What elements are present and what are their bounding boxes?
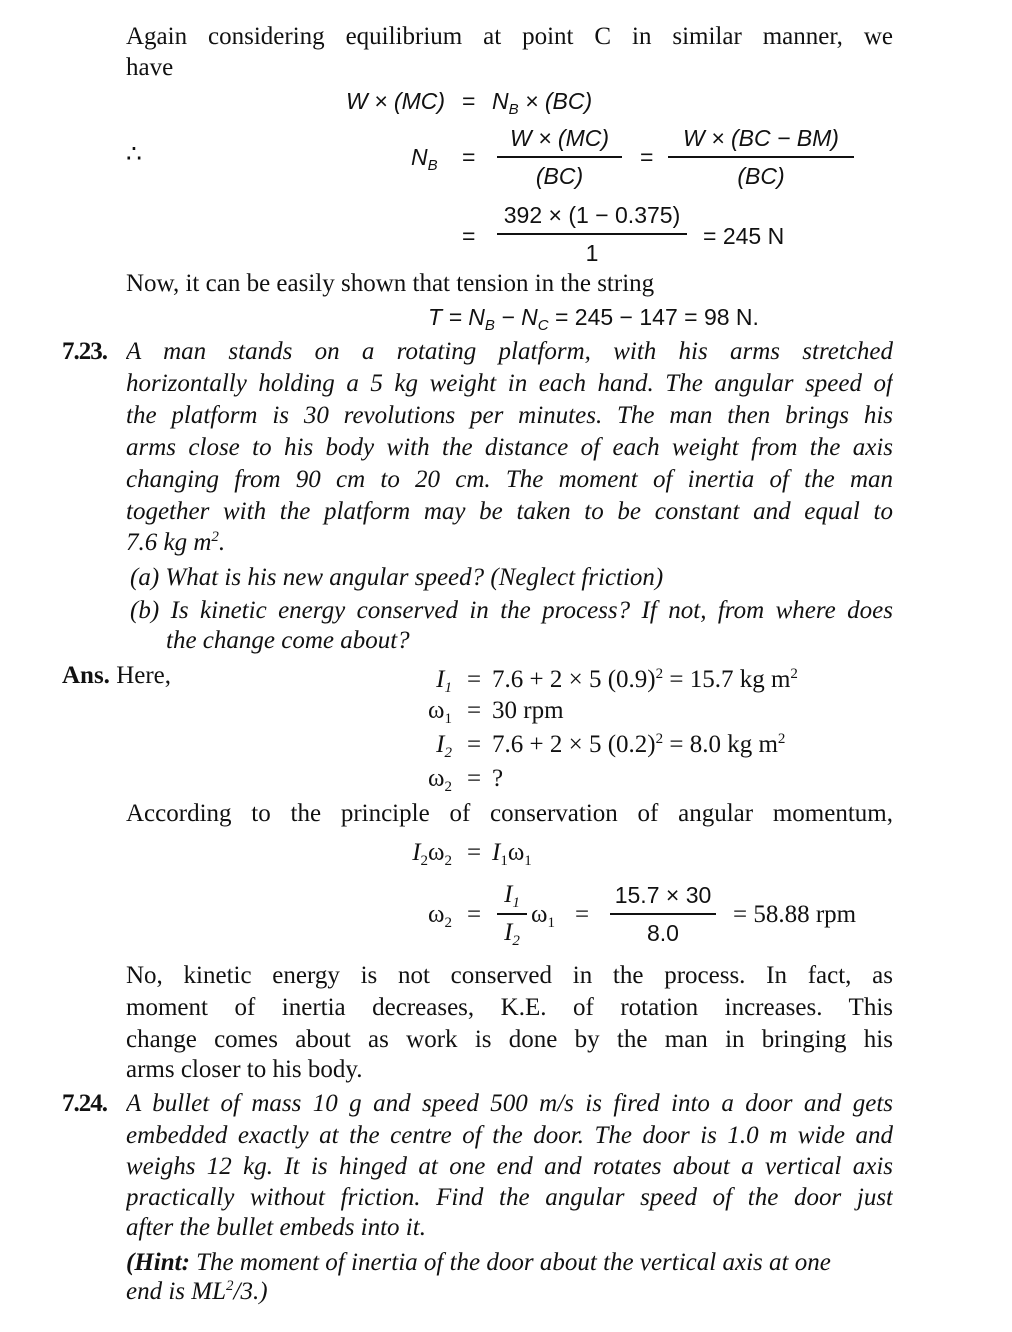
question-line: changing from 90 cm to 20 cm. The moment of inertia of the man xyxy=(126,466,893,493)
question-line: horizontally holding a 5 kg weight in each hand. The angular speed of xyxy=(126,370,893,397)
given-symbol: $I_1$ xyxy=(436,666,452,696)
equals-sign: = xyxy=(467,765,482,792)
omega2-symbol: $\omega_2$ xyxy=(428,901,452,931)
equals-sign: = xyxy=(640,144,654,170)
equals-sign: = xyxy=(467,731,482,758)
fraction-157x30: 15.7 × 30 8.0 xyxy=(610,880,716,948)
question-line: after the bullet embeds into it. xyxy=(126,1214,426,1241)
question-line: 7.6 kg $m^2$. xyxy=(126,529,226,556)
question-part-b: (b) Is kinetic energy conserved in the process? If not, from where does xyxy=(130,597,893,624)
question-line: practically without friction. Find the angular speed of the door just xyxy=(126,1184,893,1211)
given-value: 30 rpm xyxy=(492,697,564,724)
equals-sign: = xyxy=(467,666,482,693)
equals-sign: = xyxy=(462,144,476,170)
equals-sign: = xyxy=(462,88,476,114)
question-line: the platform is 30 revolutions per minutes. The man then brings his xyxy=(126,402,893,429)
result-58-88-rpm: = 58.88 rpm xyxy=(733,901,857,928)
answer-label: Ans. Here, xyxy=(62,662,172,689)
intro-line: Again considering equilibrium at point C in similar manner, we xyxy=(126,23,893,50)
fraction-i1-i2: $I_1$ $I_2$ xyxy=(497,880,527,948)
conservation-rhs: $I_1\omega_1$ xyxy=(492,839,532,869)
conservation-lhs: $I_2\omega_2$ xyxy=(412,839,452,869)
answer-paragraph-line: moment of inertia decreases, K.E. of rotation increases. This xyxy=(126,994,893,1021)
question-number: 7.23. xyxy=(62,338,107,365)
question-line: arms close to his body with the distance of each weight from the axis xyxy=(126,434,893,461)
answer-paragraph-line: arms closer to his body. xyxy=(126,1056,363,1083)
equals-sign: = xyxy=(462,223,476,249)
question-line: weighs 12 kg. It is hinged at one end and rotates about a vertical axis xyxy=(126,1153,893,1180)
given-value: ? xyxy=(492,765,504,792)
fraction-mc-bc: W × (MC) (BC) xyxy=(497,123,622,191)
fraction-bc-bm: W × (BC − BM) (BC) xyxy=(668,123,854,191)
given-value: 7.6 + 2 × 5 $(0.2)^2 = 8.0$ kg $m^2$ xyxy=(492,731,786,758)
given-symbol: $I_2$ xyxy=(436,731,452,761)
question-line: embedded exactly at the centre of the door. The door is 1.0 m wide and xyxy=(126,1122,893,1149)
equation-lhs: W × (MC) xyxy=(345,88,445,114)
equation-rhs: $N_B \times (BC)$ xyxy=(492,88,593,118)
equals-sign: = xyxy=(467,697,482,724)
tension-equation: $T = N_B - N_C = 245 - 147 = 98$ N. xyxy=(428,304,759,334)
question-line: A man stands on a rotating platform, with his arms stretched xyxy=(126,338,893,365)
given-value: 7.6 + 2 × 5 $(0.9)^2 = 15.7$ kg $m^2$ xyxy=(492,666,798,693)
nb-symbol: $N_B$ xyxy=(411,144,438,174)
given-symbol: $\omega_1$ xyxy=(428,697,452,727)
intro-line: have xyxy=(126,54,174,81)
omega1-symbol: $\omega_1$ xyxy=(531,901,555,931)
answer-paragraph-line: change comes about as work is done by the man in bringing his xyxy=(126,1026,893,1053)
question-part-a: (a) What is his new angular speed? (Neglect friction) xyxy=(130,564,664,591)
hint-line: (Hint: The moment of inertia of the door about the vertical axis at one xyxy=(126,1249,831,1276)
question-part-b: the change come about? xyxy=(166,627,410,654)
tension-text: Now, it can be easily shown that tension in the string xyxy=(126,270,655,297)
question-number: 7.24. xyxy=(62,1090,107,1117)
equals-sign: = xyxy=(575,901,590,928)
therefore-symbol: ∴ xyxy=(126,141,142,168)
question-line: together with the platform may be taken to be constant and equal to xyxy=(126,498,893,525)
answer-paragraph-line: No, kinetic energy is not conserved in the process. In fact, as xyxy=(126,962,893,989)
result-245n: = 245 N xyxy=(703,223,785,249)
hint-line: end is $ML^2/3$.) xyxy=(126,1278,268,1305)
given-symbol: $\omega_2$ xyxy=(428,765,452,795)
equals-sign: = xyxy=(467,839,482,866)
fraction-392: 392 × (1 − 0.375) 1 xyxy=(497,200,687,268)
question-line: A bullet of mass 10 g and speed 500 m/s is fired into a door and gets xyxy=(126,1090,893,1117)
equals-sign: = xyxy=(467,901,482,928)
principle-text: According to the principle of conservation of angular momentum, xyxy=(126,800,893,827)
